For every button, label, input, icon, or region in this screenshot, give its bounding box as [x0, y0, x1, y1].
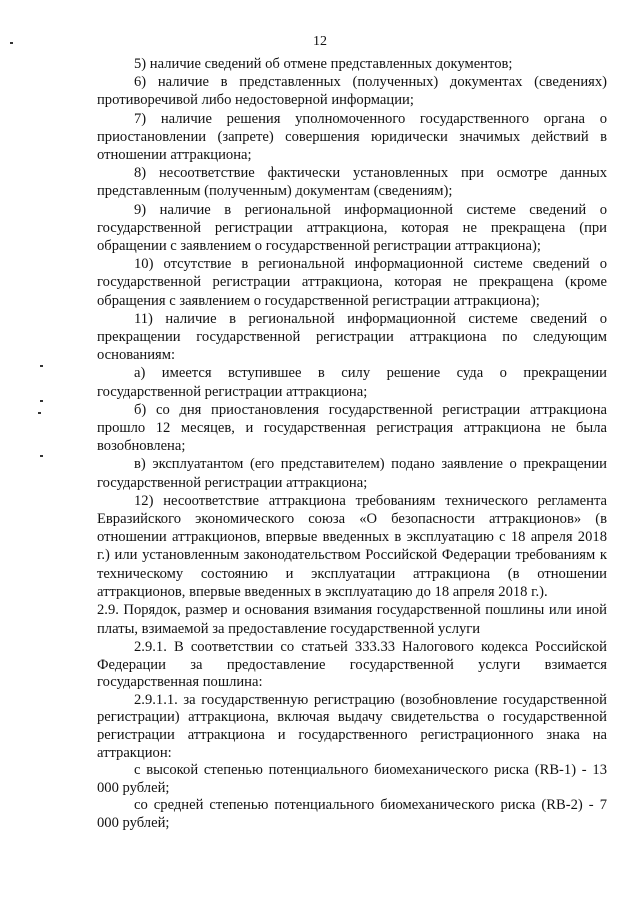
fee-high-risk: с высокой степенью потенциального биомеханического риска (RB-1) - 13 000 рублей;	[97, 762, 607, 796]
list-item-8: 8) несоответствие фактически установленных при осмотре данных представленным (полученным) документам (сведениям);	[97, 165, 607, 200]
sub-item-b: б) со дня приостановления государственной регистрации аттракциона прошло 12 месяцев, и государственная регистрация аттракциона не была возобновлена;	[97, 401, 607, 455]
scan-mark	[40, 400, 43, 402]
fee-medium-risk: со средней степенью потенциального биомеханического риска (RB-2) - 7 000 рублей;	[97, 797, 607, 832]
section-paragraph-1: 2.9.1. В соответствии со статьей 333.33 Налогового кодекса Российской Федерации за предоставление государственной услуги взимается государственная пошлина:	[97, 639, 607, 691]
section-paragraph-2: 2.9.1.1. за государственную регистрацию (возобновление государственной регистрации) аттракциона, включая выдачу свидетельства о государственной регистрации аттракциона и государственного регистрационного знака на аттракцион:	[97, 691, 607, 761]
sub-item-v: в) эксплуатантом (его представителем) подано заявление о прекращении государственной регистрации аттракциона;	[97, 456, 607, 491]
sub-item-a: а) имеется вступившее в силу решение суда о прекращении государственной регистрации аттракциона;	[97, 365, 607, 400]
section-heading: 2.9. Порядок, размер и основания взимания государственной пошлины или иной платы, взимаемой за предоставление государственной услуги	[97, 602, 607, 638]
list-item-7: 7) наличие решения уполномоченного государственного органа о приостановлении (запрете) совершения юридически значимых действий в отношении аттракциона;	[97, 110, 607, 164]
scan-mark	[40, 455, 43, 457]
list-item-10: 10) отсутствие в региональной информационной системе сведений о государственной регистрации аттракциона, которая не прекращена (кроме обращения с заявлением о государственной регистрации аттракциона);	[97, 256, 607, 309]
list-item-12: 12) несоответствие аттракциона требованиям технического регламента Евразийского экономического союза «О безопасности аттракционов» (в отношении аттракционов, впервые введенных в эксплуатацию с 18 апреля 2018 г.) или установленным законодательством Российской Федерации требованиям к техническому состоянию и эксплуатации аттракциона (в отношении аттракционов, впервые введенных в эксплуатацию до 18 апреля 2018 г.).	[97, 492, 607, 600]
page-number: 12	[313, 34, 327, 49]
list-item-5: 5) наличие сведений об отмене представленных документов;	[134, 56, 513, 72]
list-item-6: 6) наличие в представленных (полученных) документах (сведениях) противоречивой либо недостоверной информации;	[97, 74, 607, 109]
scan-mark	[10, 42, 13, 44]
list-item-11: 11) наличие в региональной информационной системе сведений о прекращении государственной регистрации аттракциона по следующим основаниям:	[97, 310, 607, 364]
scan-mark	[38, 412, 41, 414]
document-body	[97, 55, 607, 833]
list-item-9: 9) наличие в региональной информационной системе сведений о государственной регистрации аттракциона, которая не прекращена (при обращении с заявлением о государственной регистрации аттракциона);	[97, 201, 607, 255]
scan-mark	[40, 365, 43, 367]
